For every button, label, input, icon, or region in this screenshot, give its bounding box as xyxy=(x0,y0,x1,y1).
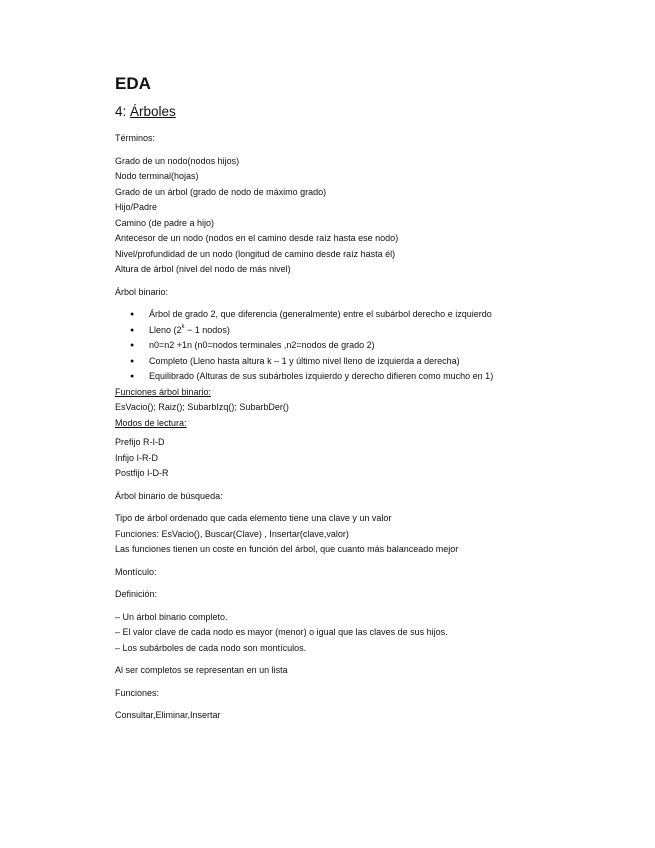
functions2-line: Consultar,Eliminar,Insertar xyxy=(115,710,221,720)
terms-heading: Términos: xyxy=(115,133,156,143)
bullet-text: − 1 nodos) xyxy=(184,324,230,335)
section-title: Árboles xyxy=(130,104,176,119)
binary-tree-bullets xyxy=(115,307,635,385)
term-line: Camino (de padre a hijo) xyxy=(115,217,215,228)
document-body xyxy=(115,74,635,724)
reading-mode: Postfijo I-D-R xyxy=(115,468,169,478)
reading-mode: Prefijo R-I-D xyxy=(115,437,165,447)
bst-line: Tipo de árbol ordenado que cada elemento tiene una clave y un valor xyxy=(115,513,392,523)
terms-list xyxy=(115,154,635,278)
binary-tree-heading: Árbol binario: xyxy=(115,286,169,297)
term-line: Nodo terminal(hojas) xyxy=(115,171,199,181)
bullet-text: Lleno (2 xyxy=(149,324,182,335)
bullet-item xyxy=(115,323,635,339)
bullet-item: ● Equilibrado (Alturas de sus subárboles izquierdo y derecho difieren como mucho en 1) xyxy=(115,369,635,385)
bst-line: Funciones: EsVacio(), Buscar(Clave) , Insertar(clave,valor) xyxy=(115,528,349,539)
document-title: EDA xyxy=(115,74,151,93)
list-representation-line: Al ser completos se representan en un lista xyxy=(115,665,288,675)
bst-line: Las funciones tienen un coste en función del árbol, que cuanto más balanceado mejor xyxy=(115,544,459,554)
term-line: Grado de un nodo(nodos hijos) xyxy=(115,155,240,166)
functions-heading: Funciones árbol binario: xyxy=(115,386,212,397)
term-line: Grado de un árbol (grado de nodo de máximo grado) xyxy=(115,186,327,197)
term-line: Nivel/profundidad de un nodo (longitud de camino desde raíz hasta él) xyxy=(115,248,396,259)
term-line: Hijo/Padre xyxy=(115,202,158,212)
bullet-item: ● Árbol de grado 2, que diferencia (generalmente) entre el subárbol derecho e izquierdo xyxy=(115,307,635,323)
definition-line: – Los subárboles de cada nodo son montículos. xyxy=(115,642,307,653)
heap-heading: Montículo: xyxy=(115,566,157,577)
exponent: k xyxy=(181,323,185,330)
bst-heading: Árbol binario de búsqueda: xyxy=(115,490,223,501)
section-number: 4: xyxy=(115,104,131,119)
definition-line: – Un árbol binario completo. xyxy=(115,611,228,622)
functions2-heading: Funciones: xyxy=(115,687,160,698)
reading-modes-heading: Modos de lectura: xyxy=(115,417,187,428)
section-heading xyxy=(115,103,635,121)
functions-line: EsVacio(); Raiz(); SubarbIzq(); SubarbDer() xyxy=(115,402,289,412)
definition-line: – El valor clave de cada nodo es mayor (menor) o igual que las claves de sus hijos. xyxy=(115,627,448,637)
term-line: Antecesor de un nodo (nodos en el camino desde raíz hasta ese nodo) xyxy=(115,233,399,243)
reading-mode: Infijo I-R-D xyxy=(115,452,159,463)
term-line: Altura de árbol (nivel del nodo de más nivel) xyxy=(115,264,291,274)
definition-heading: Definición: xyxy=(115,589,158,599)
bullet-item: ● Completo (Lleno hasta altura k – 1 y último nivel lleno de izquierda a derecha) xyxy=(115,354,635,370)
bullet-item: ● n0=n2 +1n (n0=nodos terminales ,n2=nodos de grado 2) xyxy=(115,338,635,354)
